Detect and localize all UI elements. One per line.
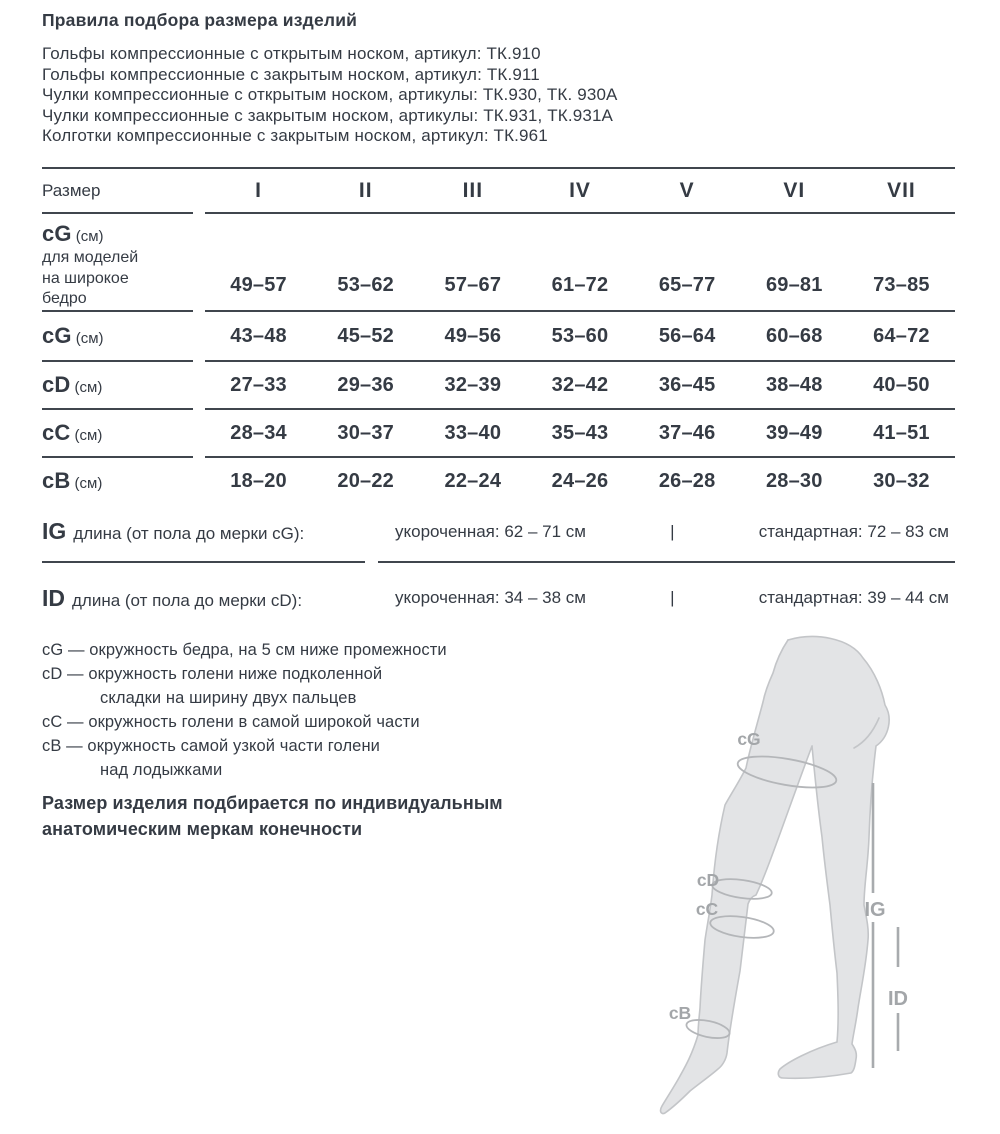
measure-code: cD: [42, 372, 71, 397]
size-value: 22–24: [444, 469, 502, 492]
cd-figure-label: cD: [696, 870, 720, 890]
size-value: 24–26: [551, 469, 609, 492]
size-value: 39–49: [765, 421, 823, 444]
product-item: Чулки компрессионные с открытым носком, артикулы: ТК.930, ТК. 930А: [42, 85, 618, 105]
size-column-ii: II: [358, 178, 373, 202]
measurement-legend: [42, 638, 642, 782]
row-label-line: [42, 420, 102, 446]
size-value: 64–72: [873, 324, 930, 347]
size-value: 49–56: [444, 324, 502, 347]
size-value: 35–43: [551, 421, 609, 444]
row-note-line: для моделей: [42, 249, 139, 266]
length-standard-value: стандартная: 39 – 44 см: [758, 588, 949, 607]
size-header-values: [205, 169, 955, 214]
size-value: 28–30: [765, 469, 823, 492]
length-standard-value: стандартная: 72 – 83 см: [758, 521, 949, 541]
size-column-iii: III: [462, 178, 484, 202]
size-column-vii: VII: [887, 178, 916, 202]
legend-text-continued: складки на ширину двух пальцев: [100, 689, 357, 707]
product-item: Гольфы компрессионные с закрытым носком, артикул: ТК.911: [42, 64, 540, 84]
measure-code: cG: [42, 221, 72, 246]
ig-figure-label: IG: [864, 899, 886, 921]
size-value: 29–36: [337, 373, 395, 396]
size-value: 49–57: [230, 274, 287, 296]
measure-unit: (см): [74, 427, 103, 444]
row-note-line: бедро: [42, 290, 87, 307]
size-column-iv: IV: [569, 178, 591, 202]
size-column-vi: VI: [783, 178, 806, 202]
length-description: длина (от пола до мерки cG):: [73, 524, 305, 543]
length-label-ig: [42, 502, 365, 563]
row-label-cb: [42, 458, 193, 504]
size-value: 28–34: [230, 421, 287, 444]
legend-item-cb: [42, 734, 642, 782]
size-value: 65–77: [658, 274, 716, 296]
id-figure-label: ID: [888, 988, 908, 1010]
size-value: 53–60: [551, 324, 609, 347]
size-value: 40–50: [873, 373, 930, 396]
sizing-statement: [42, 790, 503, 842]
size-table: [42, 167, 955, 504]
legend-item-cg: [42, 638, 642, 662]
table-row-cd: [42, 362, 955, 410]
length-label-line: [42, 518, 304, 545]
row-label-line: [42, 468, 102, 494]
legend-text: cB — окружность самой узкой части голени: [42, 737, 380, 755]
measure-unit: (см): [74, 475, 103, 492]
size-value: 57–67: [444, 274, 502, 296]
size-value: 45–52: [337, 324, 395, 347]
legend-text: cG — окружность бедра, на 5 см ниже промежности: [42, 641, 447, 659]
cg-figure-label: cG: [737, 729, 761, 749]
legend-text: cD — окружность голени ниже подколенной: [42, 665, 383, 683]
length-label-id: [42, 563, 365, 633]
length-description: длина (от пола до мерки cD):: [72, 590, 303, 610]
length-section: [42, 502, 955, 633]
row-label-cc: [42, 410, 193, 458]
row-label-line: [42, 372, 102, 398]
measure-unit: (см): [75, 330, 104, 347]
size-column-header: [42, 169, 193, 214]
product-item: Чулки компрессионные с закрытым носком, артикулы: ТК.931, ТК.931А: [42, 105, 614, 125]
leg-measurement-diagram: [630, 630, 960, 1134]
row-values-cd: [205, 362, 955, 410]
size-value: 69–81: [765, 274, 823, 296]
size-value: 32–42: [551, 373, 609, 396]
size-value: 41–51: [873, 421, 930, 444]
legend-item-cc: [42, 710, 642, 734]
row-values-cg: [205, 312, 955, 362]
size-column-i: I: [255, 178, 262, 202]
product-item: Колготки компрессионные с закрытым носком, артикул: ТК.961: [42, 126, 548, 146]
page-title: Правила подбора размера изделий: [42, 10, 358, 30]
size-value: 30–32: [873, 469, 930, 492]
size-table-header-row: [42, 169, 955, 214]
legend-text: cC — окружность голени в самой широкой части: [42, 713, 420, 731]
table-row-cg-wide: [42, 214, 955, 312]
size-value: 32–39: [444, 373, 502, 396]
length-values-id: [378, 563, 955, 633]
length-separator: |: [670, 521, 675, 541]
length-values-ig: [378, 502, 955, 563]
size-value: 20–22: [337, 469, 395, 492]
length-short-value: укороченная: 34 – 38 см: [395, 588, 586, 607]
length-row-id: [42, 563, 955, 633]
cc-figure-label: cC: [695, 899, 719, 919]
size-value: 27–33: [230, 373, 287, 396]
size-value: 38–48: [765, 373, 823, 396]
statement-line: Размер изделия подбирается по индивидуальным: [42, 793, 503, 813]
size-value: 60–68: [765, 324, 823, 347]
row-label-cg-wide: [42, 214, 193, 312]
product-item: Гольфы компрессионные с открытым носком, артикул: ТК.910: [42, 44, 541, 63]
size-value: 30–37: [337, 421, 395, 444]
table-row-cc: [42, 410, 955, 458]
size-column-v: V: [679, 178, 695, 202]
size-value: 37–46: [658, 421, 716, 444]
row-label-cd: [42, 362, 193, 410]
measure-code: cC: [42, 420, 71, 445]
size-value: 73–85: [873, 274, 930, 296]
size-value: 36–45: [658, 373, 716, 396]
product-list: [42, 44, 618, 147]
length-code: ID: [42, 584, 65, 611]
size-value: 56–64: [658, 324, 716, 347]
cb-figure-label: cB: [668, 1003, 692, 1023]
row-note-line: на широкое: [42, 269, 129, 287]
row-label-line: [42, 323, 104, 349]
size-value: 61–72: [551, 274, 609, 296]
size-value: 26–28: [658, 469, 716, 492]
row-label-line: [42, 221, 104, 246]
table-row-cb: [42, 458, 955, 504]
size-value: 33–40: [444, 421, 502, 444]
length-short-value: укороченная: 62 – 71 см: [395, 521, 586, 541]
row-values-cg-wide: [205, 214, 955, 312]
size-value: 43–48: [230, 324, 287, 347]
size-value: 18–20: [230, 469, 287, 492]
legend-text-continued: над лодыжками: [100, 761, 223, 779]
row-label-cg: [42, 312, 193, 362]
legend-item-cd: [42, 662, 642, 710]
length-code: IG: [42, 518, 67, 544]
length-label-line: [42, 585, 302, 612]
row-values-cb: [205, 458, 955, 504]
front-leg-silhouette: [661, 640, 812, 1114]
length-row-ig: [42, 502, 955, 563]
row-values-cc: [205, 410, 955, 458]
table-row-cg: [42, 312, 955, 362]
size-header-label: Размер: [42, 180, 101, 200]
measure-unit: (см): [75, 228, 104, 245]
measure-code: cB: [42, 468, 71, 493]
size-value: 53–62: [337, 274, 395, 296]
length-separator: |: [670, 588, 675, 607]
measure-code: cG: [42, 323, 72, 348]
measure-unit: (см): [74, 379, 103, 396]
statement-line: анатомическим меркам конечности: [42, 819, 363, 839]
